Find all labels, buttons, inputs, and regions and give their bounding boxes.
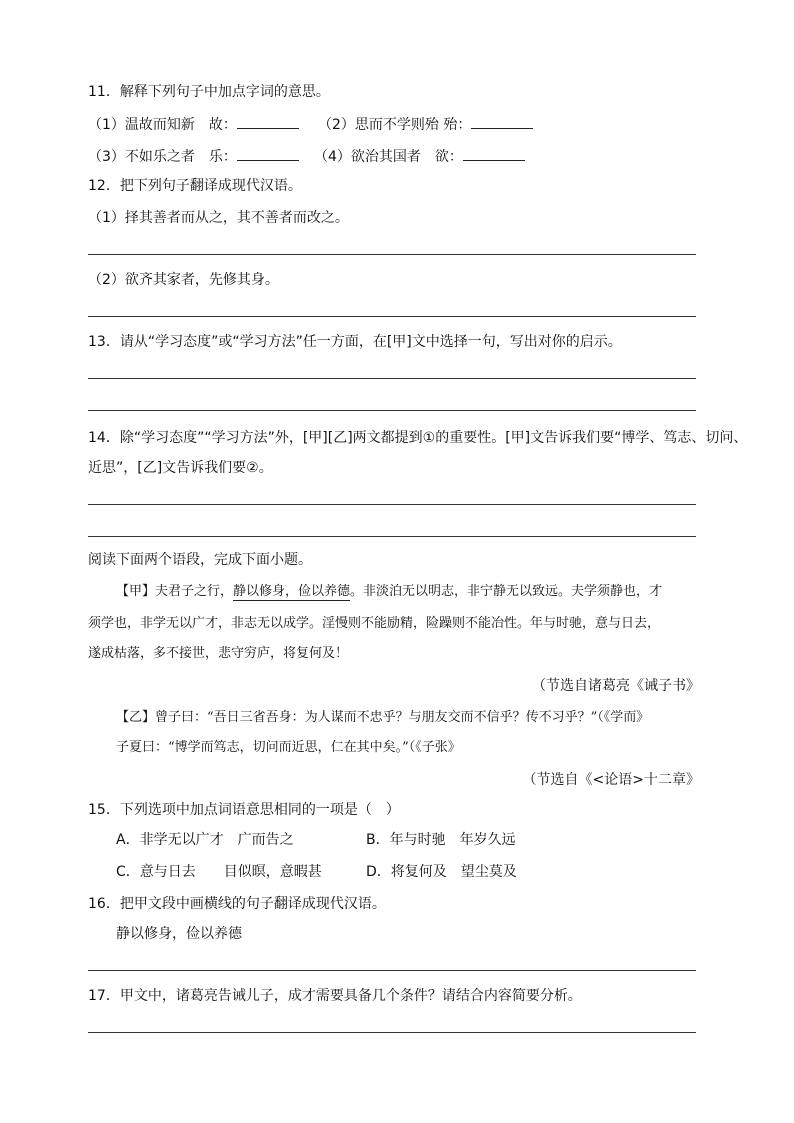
q12-item-1: （1）择其善者而从之，其不善者而改之。 bbox=[88, 210, 349, 226]
q16-answer-line[interactable] bbox=[88, 970, 696, 971]
q16-title: 16．把甲文段中画横线的句子翻译成现代汉语。 bbox=[88, 896, 386, 912]
jia-line-2: 须学也，非学无以广才，非志无以成学。淫慢则不能励精，险躁则不能冶性。年与时驰，意与日去， bbox=[88, 616, 661, 631]
q15-title: 15．下列选项中加点词语意思相同的一项是（ ） bbox=[88, 802, 400, 818]
q11-title: 11．解释下列句子中加点字词的意思。 bbox=[88, 84, 330, 100]
q14-line-2: 近思”，[乙]文告诉我们要②。 bbox=[88, 460, 273, 476]
q14-answer-line-2[interactable] bbox=[88, 536, 696, 537]
q16-sentence: 静以修身，俭以养德 bbox=[116, 926, 242, 942]
q12-answer-line-1[interactable] bbox=[88, 254, 696, 255]
q11-item-2: （2）思而不学则殆 殆： bbox=[318, 114, 533, 135]
q15-option-a[interactable]: A．非学无以广才 广而告之 bbox=[116, 832, 294, 848]
q12-answer-line-2[interactable] bbox=[88, 316, 696, 317]
yi-source: （节选自《<论语>十二章》 bbox=[522, 772, 700, 788]
q12-title: 12．把下列句子翻译成现代汉语。 bbox=[88, 178, 302, 194]
q11-answer-blank-3[interactable] bbox=[237, 146, 299, 161]
jia-source: （节选自诸葛亮《诫子书》 bbox=[532, 678, 700, 694]
q13-title: 13．请从“学习态度”或“学习方法”任一方面，在[甲]文中选择一句，写出对你的启示。 bbox=[88, 334, 622, 350]
q13-answer-line-1[interactable] bbox=[88, 378, 696, 379]
reading-intro: 阅读下面两个语段，完成下面小题。 bbox=[88, 552, 312, 568]
q15-option-b[interactable]: B．年与时驰 年岁久远 bbox=[366, 832, 516, 848]
jia-label: 【甲】 bbox=[116, 584, 156, 599]
jia-line-3: 遂成枯落，多不接世，悲守穷庐，将复何及！ bbox=[88, 646, 349, 661]
q12-item-2: （2）欲齐其家者，先修其身。 bbox=[88, 272, 279, 288]
q14-line-1: 14．除“学习态度”“学习方法”外，[甲][乙]两文都提到①的重要性。[甲]文告诉我们要“博学、笃志、切问、 bbox=[88, 430, 748, 446]
q11-answer-blank-2[interactable] bbox=[471, 114, 533, 129]
jia-underlined-sentence: 静以修身，俭以养德 bbox=[233, 584, 351, 599]
yi-label: 【乙】 bbox=[116, 710, 156, 725]
jia-line-1: 【甲】夫君子之行，静以修身，俭以养德。非淡泊无以明志，非宁静无以致远。夫学须静也，才 bbox=[116, 584, 663, 599]
q11-item-3: （3）不如乐之者 乐： bbox=[88, 146, 299, 167]
q15-option-d[interactable]: D．将复何及 望尘莫及 bbox=[366, 864, 517, 880]
q17-title: 17．甲文中，诸葛亮告诫儿子，成才需要具备几个条件？请结合内容简要分析。 bbox=[88, 988, 582, 1004]
q11-item-1: （1）温故而知新 故： bbox=[88, 114, 299, 135]
yi-line-1: 【乙】曾子曰：“吾日三省吾身：为人谋而不忠乎？与朋友交而不信乎？传不习乎？”（《学而》 bbox=[116, 710, 650, 725]
yi-line-2: 子夏曰：“博学而笃志，切问而近思，仁在其中矣。”（《子张》 bbox=[116, 740, 461, 755]
q11-answer-blank-1[interactable] bbox=[237, 114, 299, 129]
q11-answer-blank-4[interactable] bbox=[463, 146, 525, 161]
q15-option-c[interactable]: C．意与日去 目似暝，意暇甚 bbox=[116, 864, 322, 880]
q13-answer-line-2[interactable] bbox=[88, 410, 696, 411]
q11-item-4: （4）欲治其国者 欲： bbox=[314, 146, 525, 167]
q17-answer-line[interactable] bbox=[88, 1032, 696, 1033]
q14-answer-line-1[interactable] bbox=[88, 504, 696, 505]
